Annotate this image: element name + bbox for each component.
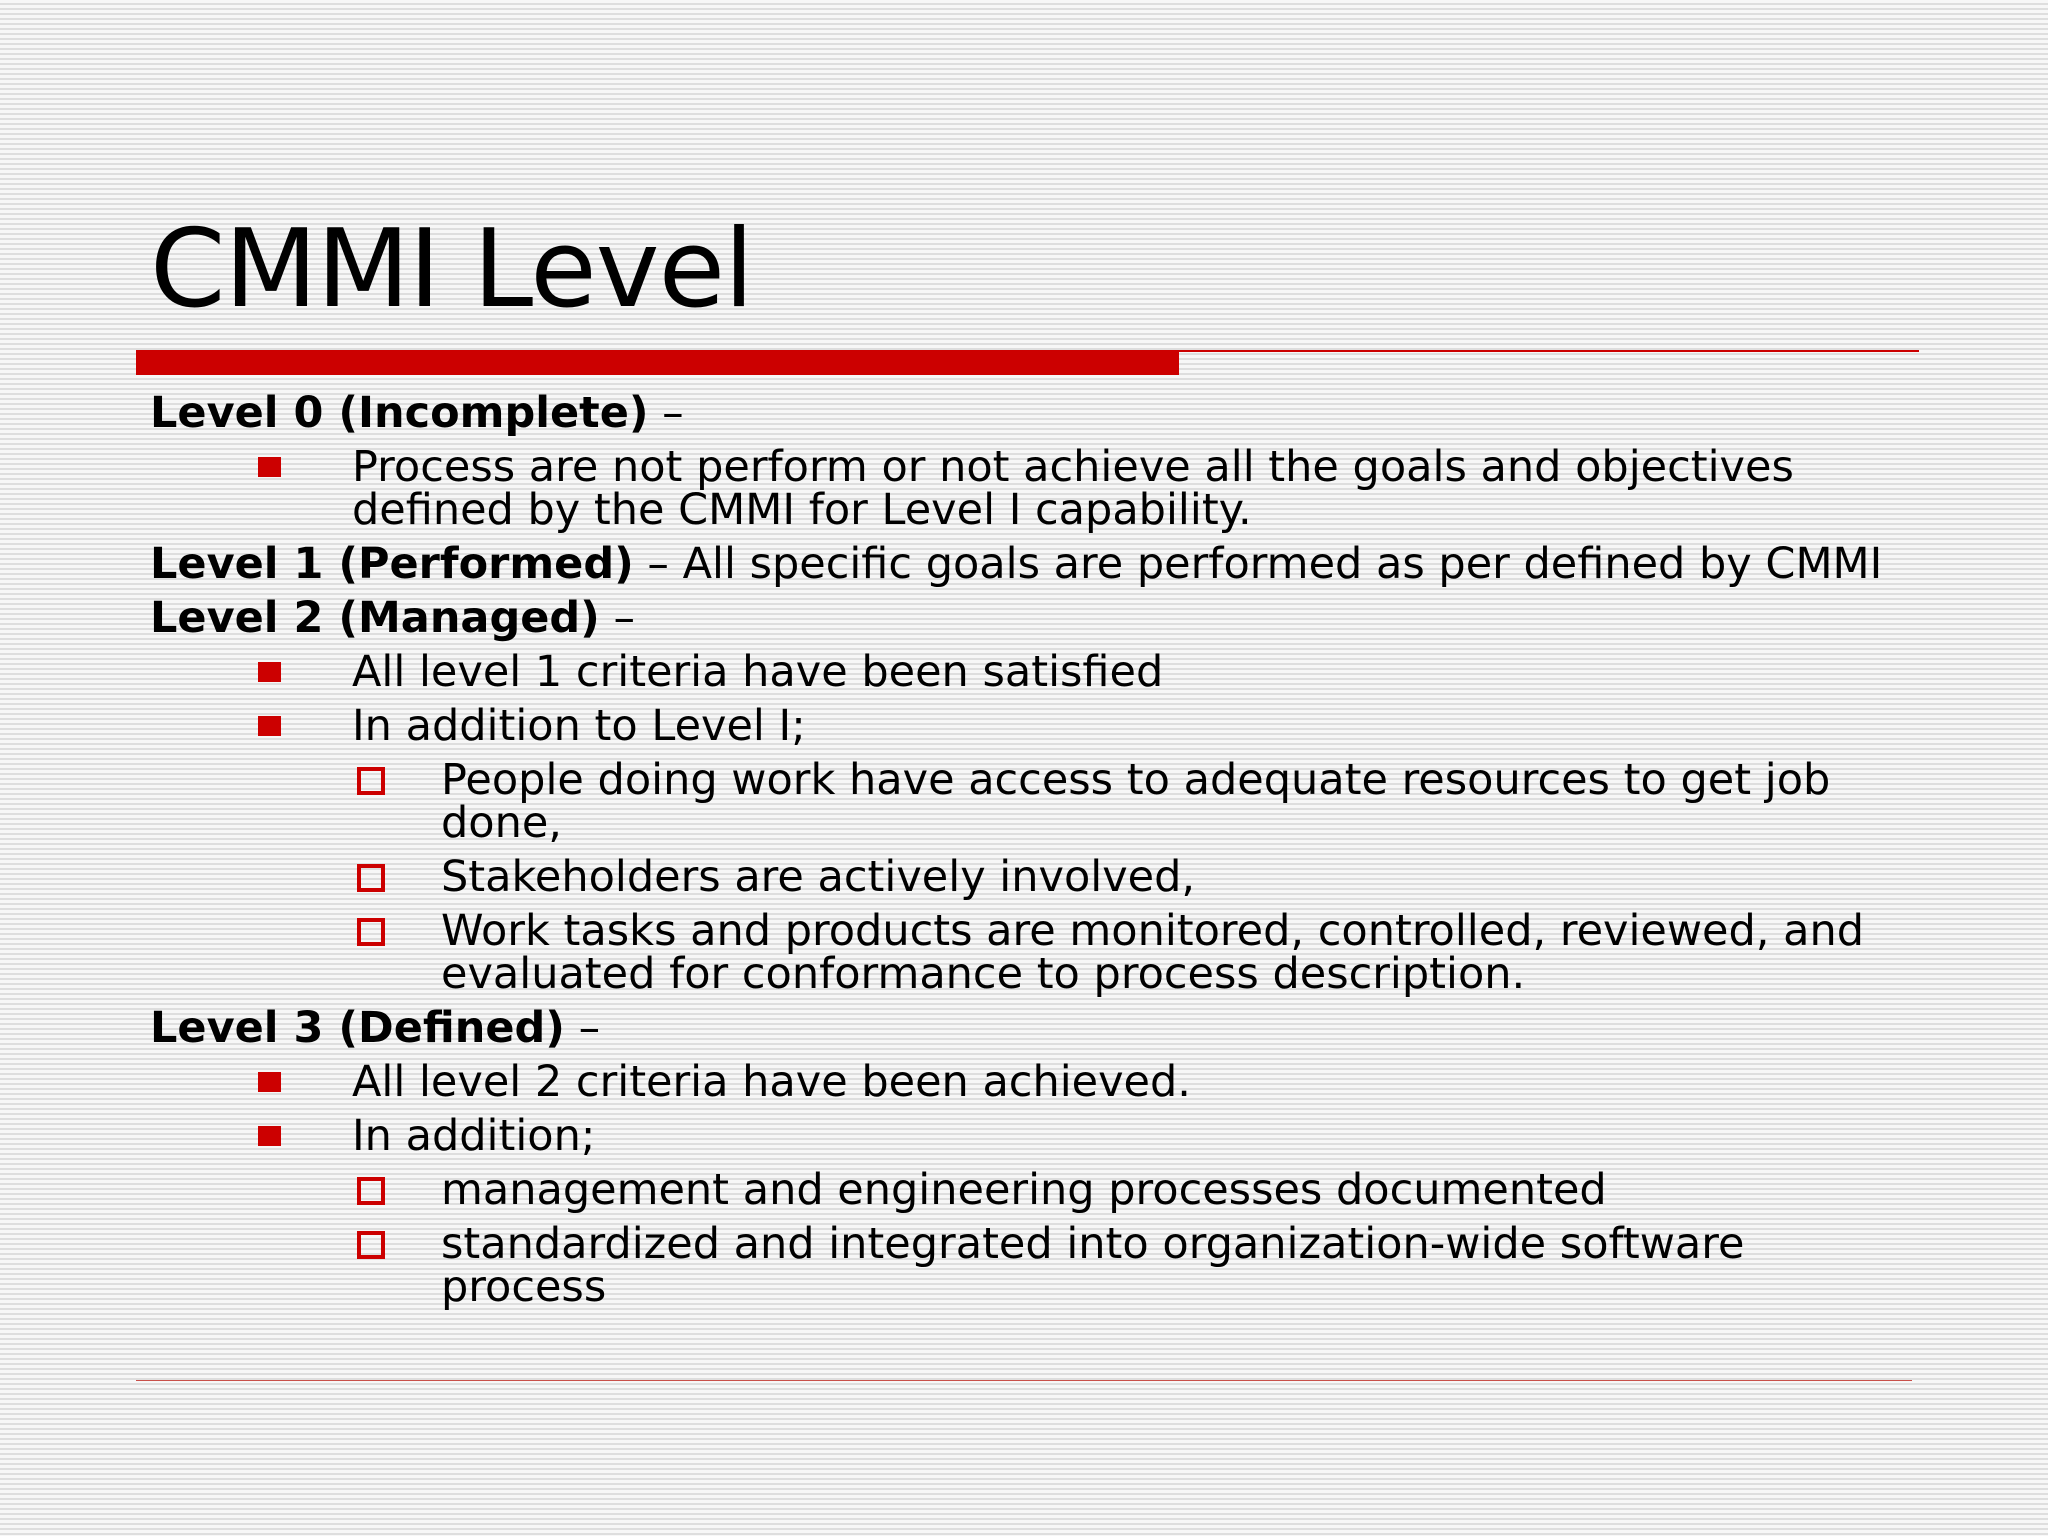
bullet-text: In addition to Level I; (352, 701, 806, 751)
level-2-label: Level 2 (Managed) (150, 593, 600, 643)
bullet-text: All level 2 criteria have been achieved. (352, 1057, 1191, 1107)
level-1-description: All specific goals are performed as per defined by CMMI (668, 539, 1883, 589)
level-3-subbullet (150, 1165, 1910, 1215)
hollow-square-bullet-icon (357, 1177, 385, 1205)
level-2-subbullet (150, 852, 1910, 902)
level-2-bullet (150, 647, 1910, 697)
level-2-heading (150, 593, 1910, 643)
level-3-heading (150, 1003, 1910, 1053)
subbullet-text: management and engineering processes documented (441, 1165, 1607, 1215)
hollow-square-bullet-icon (357, 767, 385, 795)
level-1-label: Level 1 (Performed) (150, 539, 634, 589)
bullet-text: In addition; (352, 1111, 596, 1161)
slide-title: CMMI Level (150, 207, 754, 332)
level-1-heading (150, 539, 1910, 589)
level-2-bullet (150, 701, 1910, 751)
filled-square-bullet-icon (258, 457, 281, 477)
level-0-heading (150, 388, 1910, 438)
filled-square-bullet-icon (258, 662, 281, 682)
level-2-subbullet (150, 906, 1910, 999)
bullet-text: Process are not perform or not achieve all the goals and objectives defined by the CMMI for Level I capability. (352, 442, 1794, 535)
level-1-dash: – (633, 539, 669, 589)
level-3-label: Level 3 (Defined) (150, 1003, 565, 1053)
level-0-label: Level 0 (Incomplete) (150, 388, 649, 438)
footer-divider (136, 1380, 1912, 1381)
title-underline-thick (136, 350, 1179, 375)
subbullet-text: People doing work have access to adequate resources to get job done, (441, 755, 1831, 848)
subbullet-text: Stakeholders are actively involved, (441, 852, 1196, 902)
level-3-dash: – (564, 1003, 601, 1053)
level-3-bullet (150, 1057, 1910, 1107)
subbullet-text: Work tasks and products are monitored, controlled, reviewed, and evaluated for conformance to process description. (441, 906, 1865, 999)
subbullet-text: standardized and integrated into organization-wide software process (441, 1219, 1745, 1312)
level-3-bullet (150, 1111, 1910, 1161)
filled-square-bullet-icon (258, 1126, 281, 1146)
level-2-dash: – (599, 593, 635, 643)
hollow-square-bullet-icon (357, 1231, 385, 1259)
title-underline-thin (1179, 350, 1919, 352)
filled-square-bullet-icon (258, 716, 281, 736)
filled-square-bullet-icon (258, 1072, 281, 1092)
hollow-square-bullet-icon (357, 864, 385, 892)
level-0-bullet (150, 442, 1910, 535)
bullet-text: All level 1 criteria have been satisfied (352, 647, 1164, 697)
level-0-dash: – (648, 388, 684, 438)
level-2-subbullet (150, 755, 1910, 848)
slide-body (150, 388, 1910, 1320)
level-3-subbullet (150, 1219, 1910, 1312)
hollow-square-bullet-icon (357, 918, 385, 946)
